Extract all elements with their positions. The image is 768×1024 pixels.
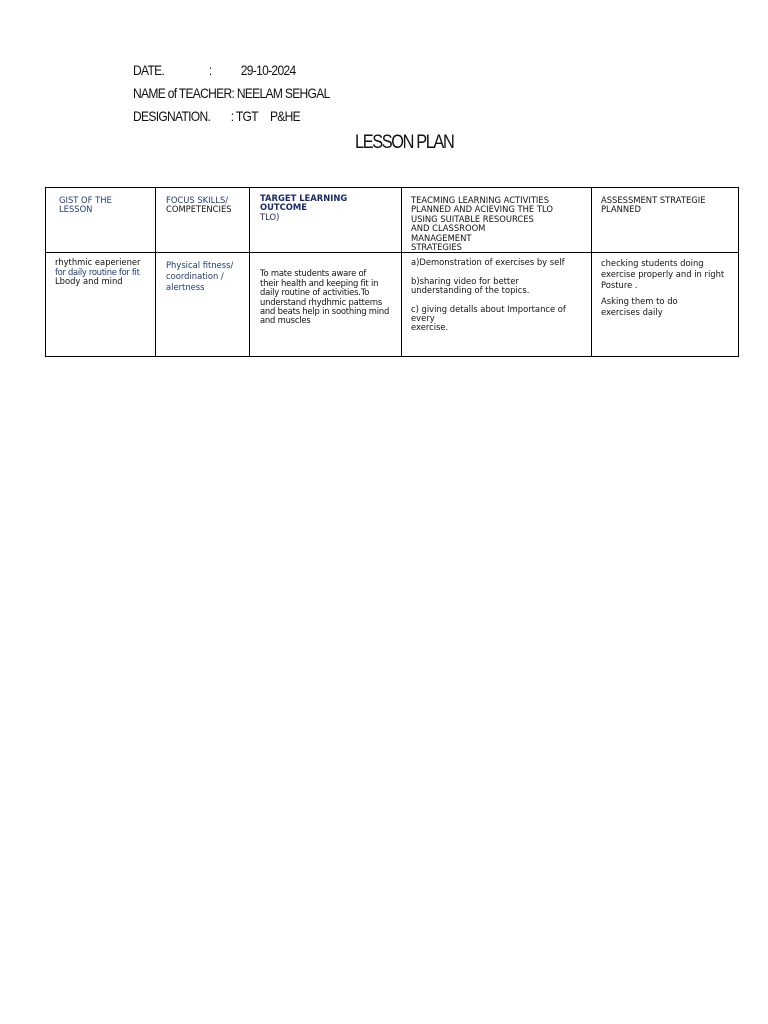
header-assessment-line: PLANNED [601, 204, 641, 215]
header-activities-line: PLANNED AND ACIEVING THE TLO [411, 204, 553, 215]
header-gist-line: LESSON [59, 204, 93, 215]
cell-focus [156, 253, 250, 357]
header-target-line: TARGET LEARNING OUTCOME [260, 193, 348, 213]
assessment-line: exercises daily [601, 307, 663, 318]
header-activities-line: MANAGEMENT [411, 232, 472, 243]
cell-assessment [592, 253, 739, 357]
cell-target-line: their health and keeping fit in [260, 277, 379, 288]
designation-row [133, 108, 300, 124]
teacher-row [133, 85, 330, 101]
cell-target-line: To mate students aware of [260, 268, 367, 279]
designation-value: : TGT [230, 108, 258, 124]
activity-c-line: exercise. [411, 322, 449, 333]
date-label: DATE. [133, 62, 165, 78]
cell-gist-line: Lbody and mind [55, 276, 123, 287]
header-gist-line: GIST OF THE [59, 195, 112, 205]
activity-c-line: c) giving detalls about Importance of every [411, 303, 566, 324]
activity-b-line: understanding of the topics. [411, 285, 530, 296]
header-focus-line: COMPETENCIES [166, 204, 232, 215]
header-focus-line: FOCUS SKILLS/ [166, 195, 229, 205]
date-row [133, 62, 295, 78]
table-row [46, 253, 739, 357]
designation-label: DESIGNATION. [133, 108, 211, 124]
teacher-name: NAME of TEACHER: NEELAM SEHGAL [133, 85, 330, 101]
assessment-line: Asking them to do [601, 296, 678, 307]
cell-target [250, 253, 402, 357]
cell-activities [402, 253, 592, 357]
header-target [250, 188, 402, 253]
header-focus [156, 188, 250, 253]
cell-gist-line: for daily routine for fit [55, 266, 140, 277]
activity-b-line: b)sharing video for better [411, 275, 519, 286]
header-activities-line: AND CLASSROOM [411, 223, 486, 234]
page-title: LESSON PLAN [355, 132, 454, 153]
assessment-line: exercise properly and in right [601, 269, 725, 280]
cell-target-line: daily routine of activities.To [260, 287, 370, 298]
cell-gist-line: rhythmic eaperiener [55, 257, 141, 268]
header-gist [46, 188, 156, 253]
cell-focus-line: alertness [166, 282, 205, 293]
header-activities-line: USING SUITABLE RESOURCES [411, 213, 534, 224]
assessment-line: checking students doing [601, 258, 704, 269]
cell-focus-line: Physical fitness/ [166, 260, 234, 271]
designation-subject: P&HE [269, 108, 301, 124]
header-activities [402, 188, 592, 253]
header-activities-line: STRATEGIES [411, 242, 462, 253]
date-separator: : [208, 62, 212, 78]
cell-gist [46, 253, 156, 357]
header-assessment-line: ASSESSMENT STRATEGIE [601, 195, 706, 205]
activity-a: a)Demonstration of exercises by self [411, 257, 565, 268]
lesson-plan-table [45, 187, 739, 357]
header-assessment [592, 188, 739, 253]
header-target-line: TLO) [260, 211, 280, 222]
cell-target-line: and muscles [260, 315, 311, 326]
cell-focus-line: coordination / [166, 271, 224, 282]
assessment-line: Posture . [601, 280, 638, 291]
date-value: 29-10-2024 [240, 62, 296, 78]
cell-target-line: understand rhydhmic patterns [260, 296, 383, 307]
table-header-row [46, 188, 739, 253]
cell-target-line: and beats help in soothing mind [260, 306, 390, 317]
header-activities-line: TEACMING LEARNING ACTIVITIES [411, 195, 550, 205]
